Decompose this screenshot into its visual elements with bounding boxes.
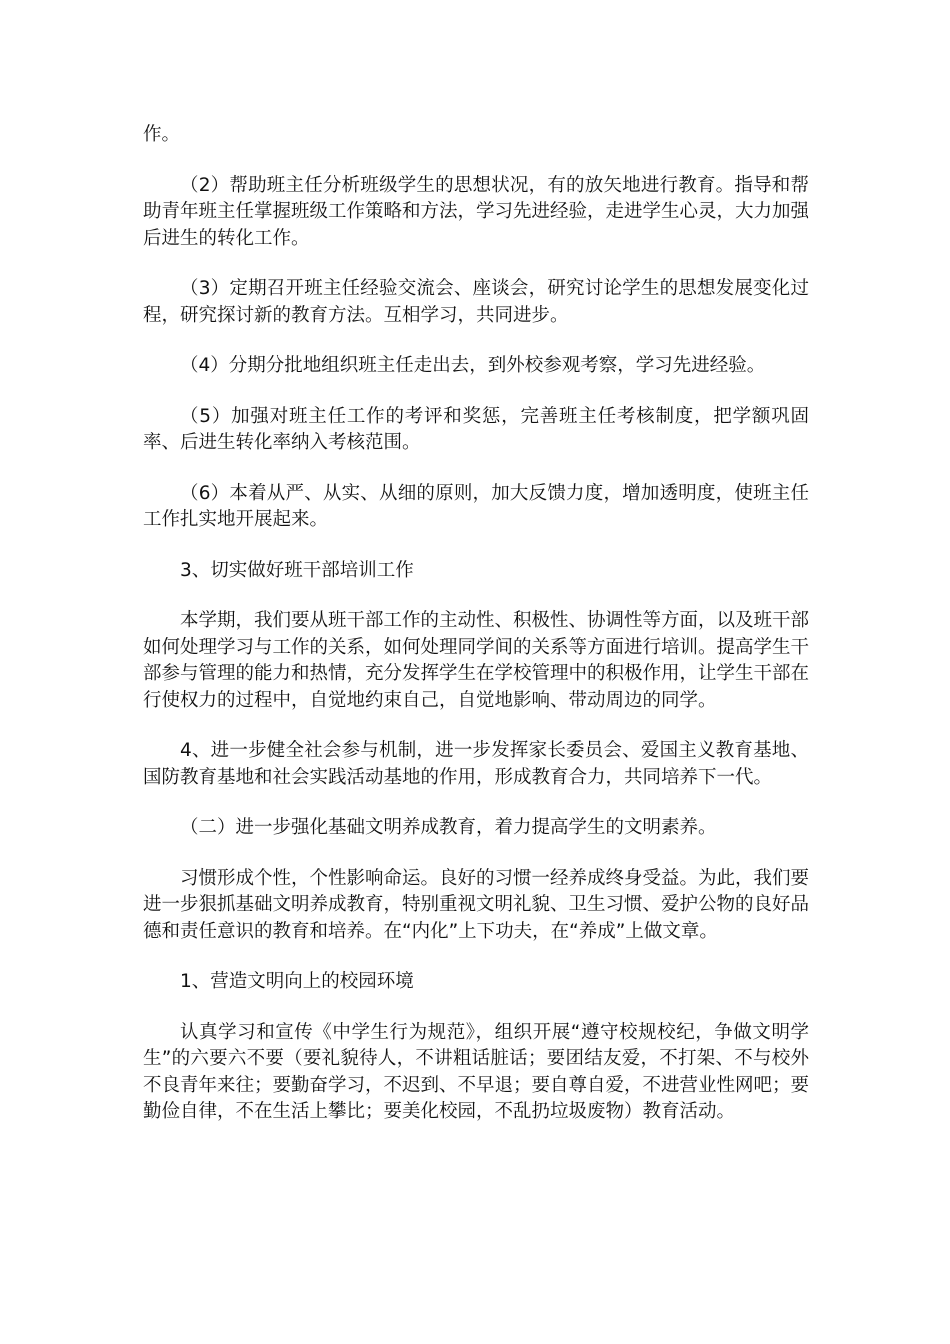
paragraph-item-4: （4）分期分批地组织班主任走出去，到外校参观考察，学习先进经验。 xyxy=(180,355,766,376)
section-heading-part-2: （二）进一步强化基础文明养成教育，着力提高学生的文明素养。 xyxy=(180,817,717,838)
paragraph-habits: 习惯形成个性，个性影响命运。良好的习惯一经养成终身受益。为此，我们要进一步狠抓基础文明养成教育，特别重视文明礼貌、卫生习惯、爱护公物的良好品德和责任意识的教育和培养。在“内化”上下功夫，在“养成”上做文章。 xyxy=(143,867,810,942)
paragraph-item-3: （3）定期召开班主任经验交流会、座谈会，研究讨论学生的思想发展变化过程，研究探讨新的教育方法。互相学习，共同进步。 xyxy=(143,278,809,326)
document-body xyxy=(143,122,809,1150)
section-heading-1: 1、营造文明向上的校园环境 xyxy=(180,971,414,992)
paragraph-item-2: （2）帮助班主任分析班级学生的思想状况，有的放矢地进行教育。指导和帮助青年班主任掌握班级工作策略和方法，学习先进经验，走进学生心灵，大力加强后进生的转化工作。 xyxy=(143,174,810,249)
paragraph-item-6: （6）本着从严、从实、从细的原则，加大反馈力度，增加透明度，使班主任工作扎实地开展起来。 xyxy=(143,482,809,530)
section-heading-4: 4、进一步健全社会参与机制，进一步发挥家长委员会、爱国主义教育基地、国防教育基地和社会实践活动基地的作用，形成教育合力，共同培养下一代。 xyxy=(143,740,809,788)
section-heading-3: 3、切实做好班干部培训工作 xyxy=(180,559,414,581)
paragraph-continuation: 作。 xyxy=(143,124,181,145)
paragraph-cadre-training: 本学期，我们要从班干部工作的主动性、积极性、协调性等方面，以及班干部如何处理学习与工作的关系，如何处理同学间的关系等方面进行培训。提高学生干部参与管理的能力和热情，充分发挥学生在学校管理中的积极作用，让学生干部在行使权力的过程中，自觉地约束自己，自觉地影响、带动周边的同学。 xyxy=(143,610,810,711)
paragraph-code-of-conduct: 认真学习和宣传《中学生行为规范》，组织开展“遵守校规校纪，争做文明学生”的六要六不要（要礼貌待人，不讲粗话脏话；要团结友爱，不打架、不与校外不良青年来往；要勤奋学习，不迟到、不早退；要自尊自爱，不进营业性网吧；要勤俭自律，不在生活上攀比；要美化校园，不乱扔垃圾废物）教育活动。 xyxy=(143,1021,810,1122)
paragraph-item-5: （5）加强对班主任工作的考评和奖惩，完善班主任考核制度，把学额巩固率、后进生转化率纳入考核范围。 xyxy=(143,405,809,453)
